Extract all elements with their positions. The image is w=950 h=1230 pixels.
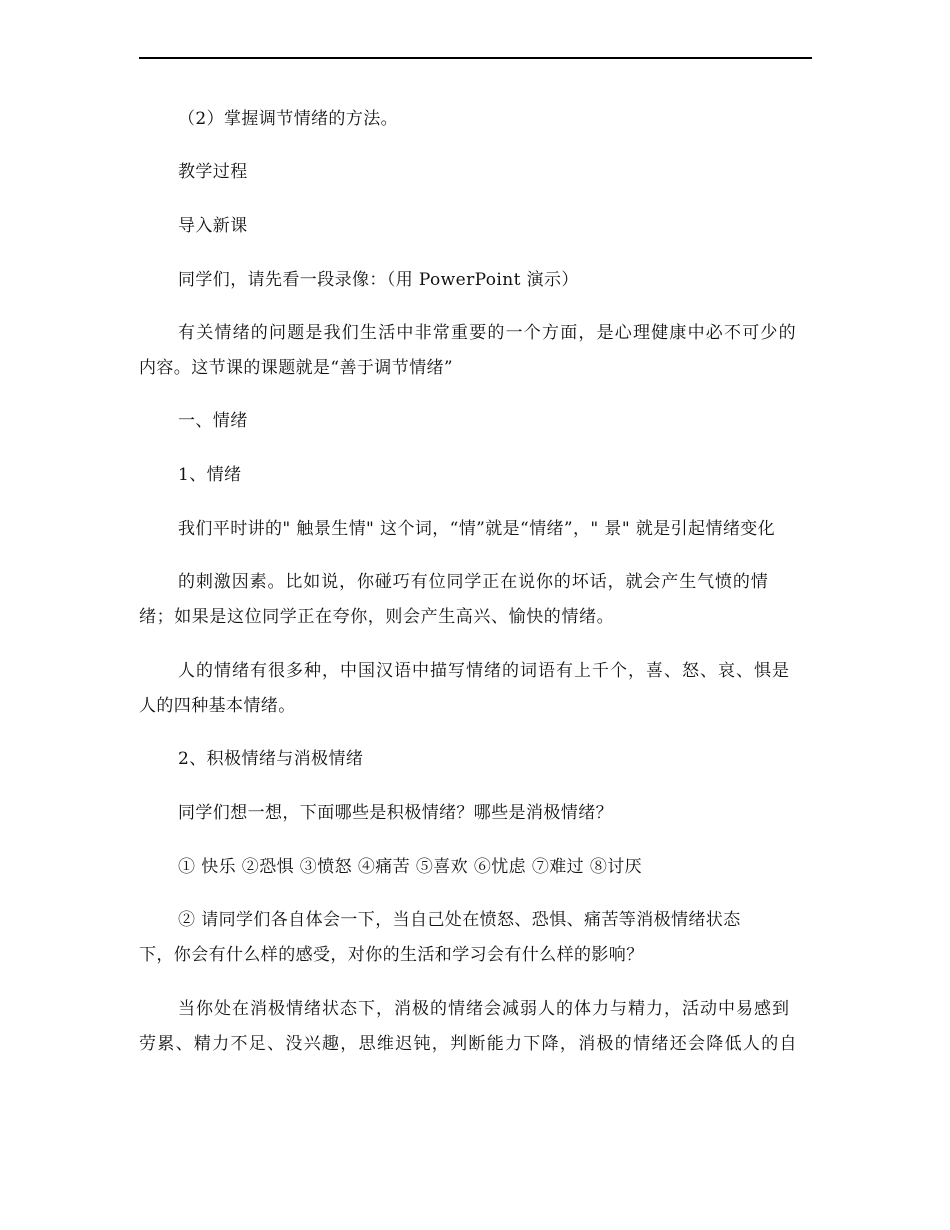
paragraph-line: 同学们想一想，下面哪些是积极情绪？哪些是消极情绪？ xyxy=(178,803,613,823)
paragraph-line: 劳累、精力不足、没兴趣，思维迟钝，判断能力下降，消极的情绪还会降低人的自 xyxy=(139,1034,798,1054)
section-heading-teaching-process: 教学过程 xyxy=(178,162,248,182)
paragraph-line: 当你处在消极情绪状态下，消极的情绪会减弱人的体力与精力，活动中易感到 xyxy=(178,999,790,1019)
paragraph-line: 绪；如果是这位同学正在夸你，则会产生高兴、愉快的情绪。 xyxy=(139,607,615,627)
paragraph-line: 内容。这节课的课题就是“善于调节情绪” xyxy=(139,358,453,378)
paragraph-line: 下，你会有什么样的感受，对你的生活和学习会有什么样的影响？ xyxy=(139,945,644,965)
paragraph-line: 我们平时讲的" 触景生情" 这个词，“情”就是“情绪”，" 景" 就是引起情绪变化 xyxy=(178,519,776,539)
section-heading-emotion: 一、情绪 xyxy=(178,411,248,431)
paragraph-line: 的刺激因素。比如说，你碰巧有位同学正在说你的坏话，就会产生气愤的情 xyxy=(178,572,769,592)
objective-item-2: （2）掌握调节情绪的方法。 xyxy=(178,109,399,129)
section-heading-intro: 导入新课 xyxy=(178,216,248,236)
paragraph-line: ② 请同学们各自体会一下，当自己处在愤怒、恐惧、痛苦等消极情绪状态 xyxy=(178,910,741,930)
subsection-heading-emotion: 1、情绪 xyxy=(178,465,242,485)
subsection-heading-positive-negative: 2、积极情绪与消极情绪 xyxy=(178,749,364,769)
paragraph-line: 人的情绪有很多种，中国汉语中描写情绪的词语有上千个，喜、怒、哀、惧是 xyxy=(178,661,790,681)
paragraph-line: 有关情绪的问题是我们生活中非常重要的一个方面，是心理健康中必不可少的 xyxy=(178,323,797,343)
paragraph-line: 同学们，请先看一段录像：（用 PowerPoint 演示） xyxy=(178,270,579,290)
paragraph-line: 人的四种基本情绪。 xyxy=(139,696,296,716)
emotion-list: ① 快乐 ②恐惧 ③愤怒 ④痛苦 ⑤喜欢 ⑥忧虑 ⑦难过 ⑧讨厌 xyxy=(178,857,643,877)
header-rule xyxy=(139,57,812,59)
